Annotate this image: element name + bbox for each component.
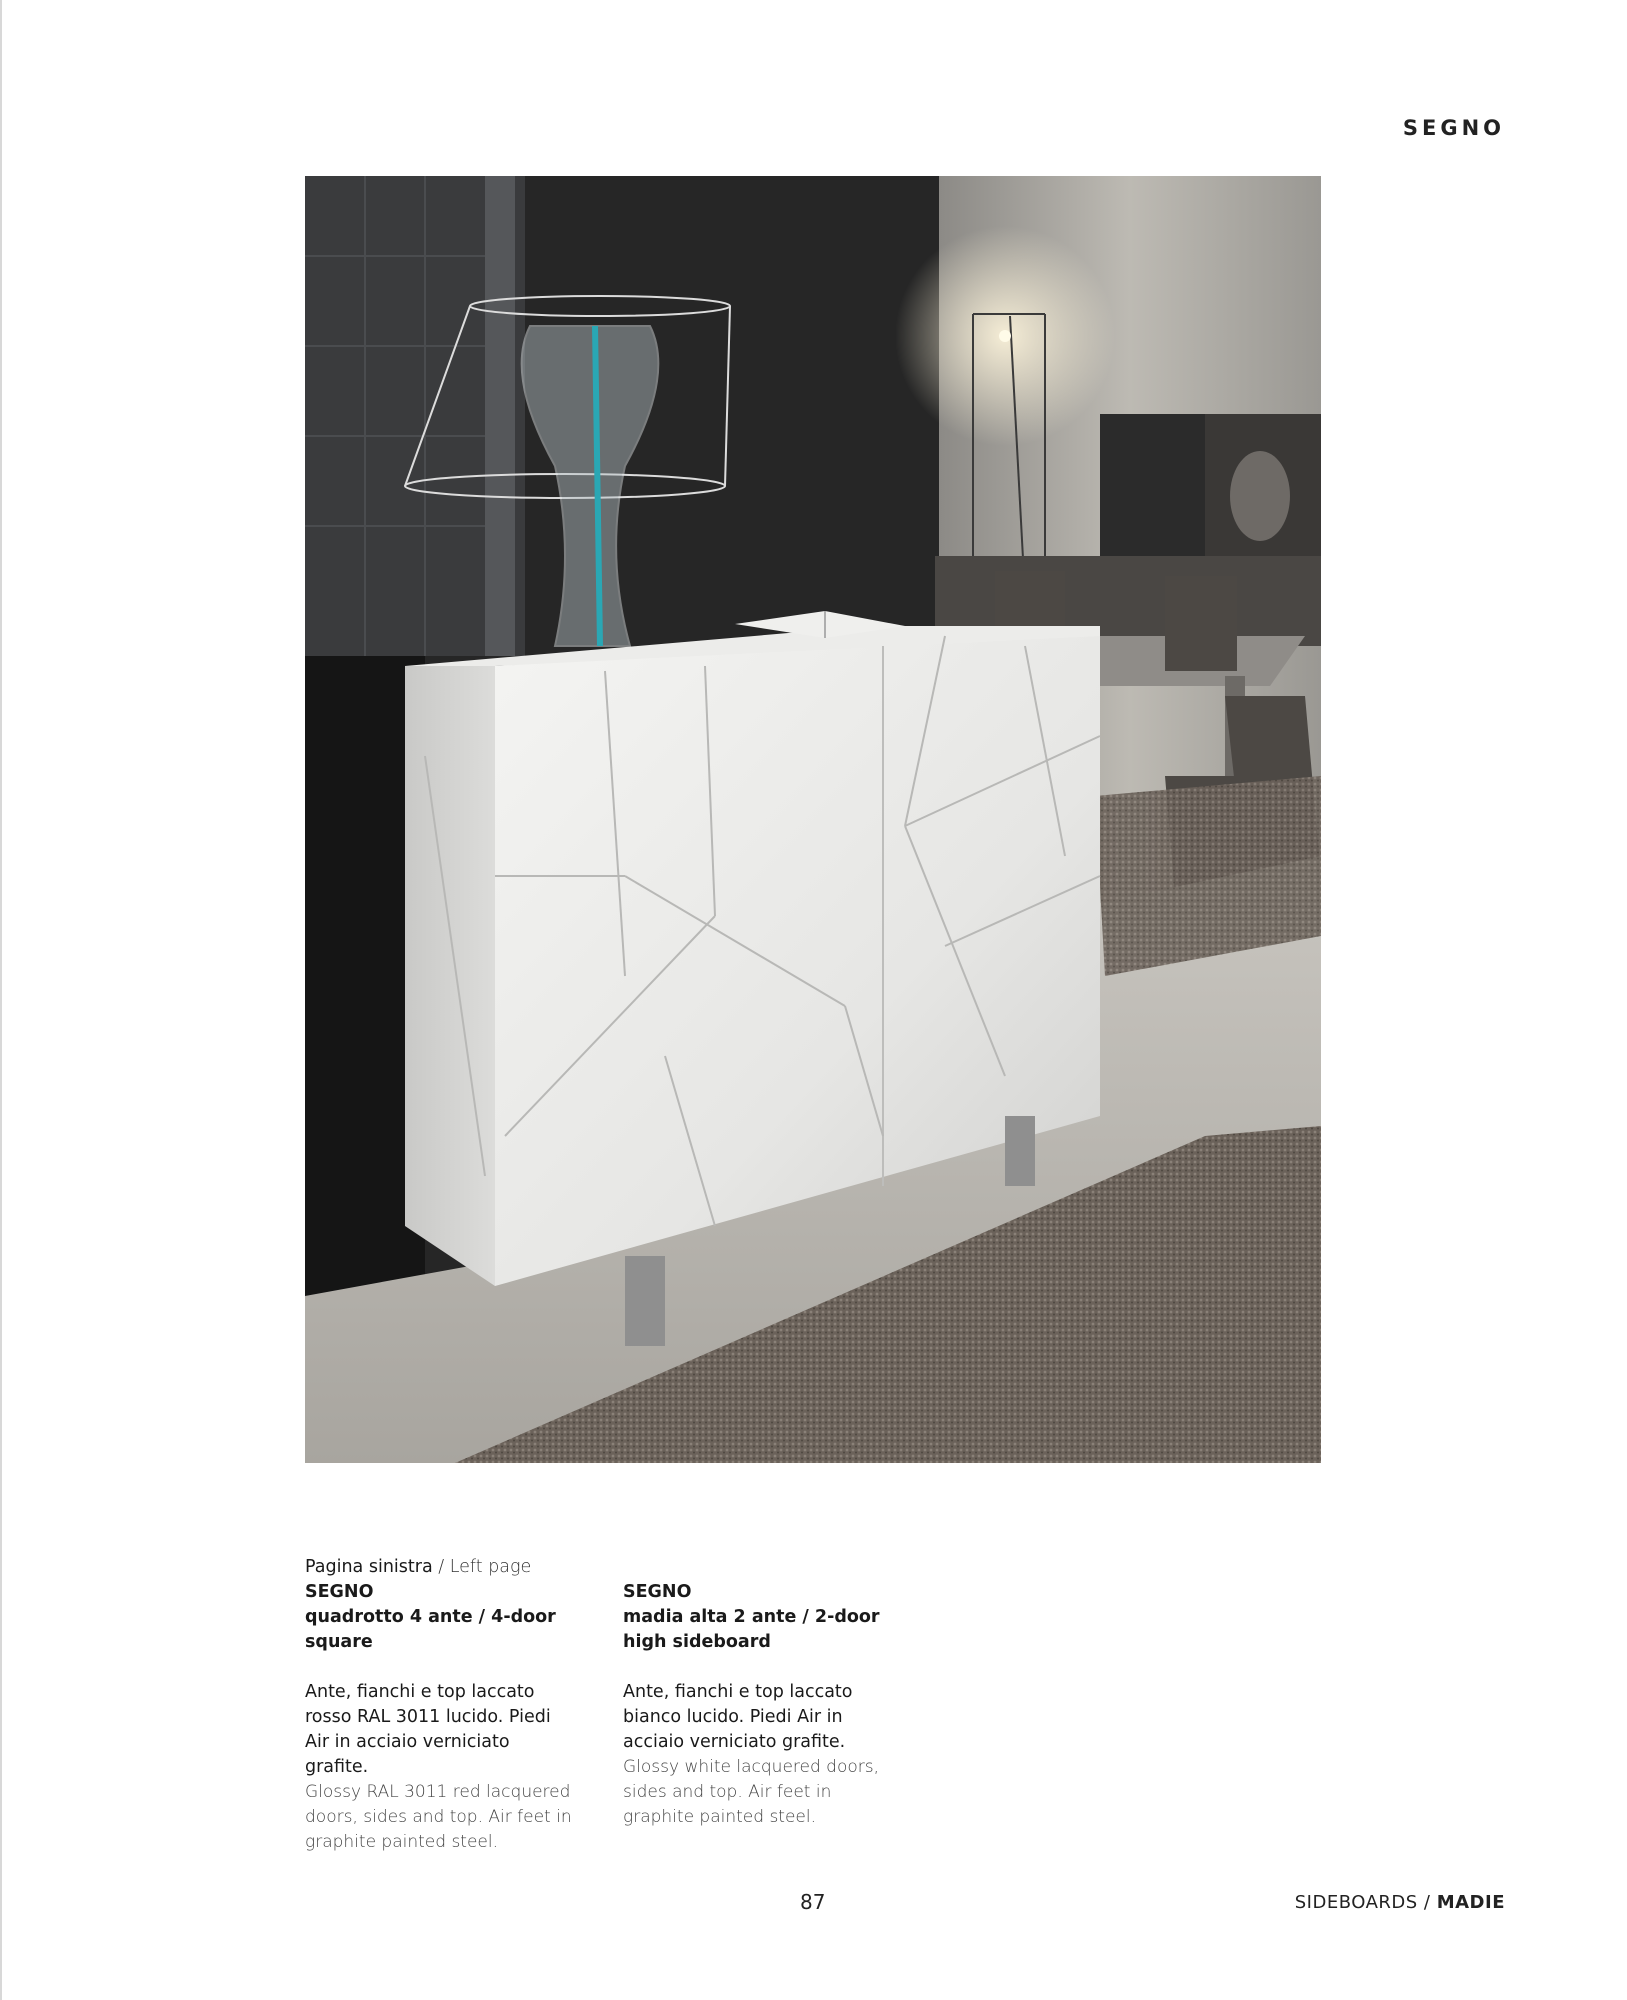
left-desc-en-line: graphite painted steel. bbox=[305, 1832, 499, 1852]
right-desc-en-line: graphite painted steel. bbox=[623, 1807, 817, 1827]
left-page-caption: Pagina sinistra / Left page bbox=[305, 1557, 532, 1577]
page-header-title: SEGNO bbox=[1402, 116, 1505, 140]
page-number: 87 bbox=[800, 1890, 826, 1914]
right-product-desc-line2: high sideboard bbox=[623, 1632, 771, 1652]
right-desc-en-line: sides and top. Air feet in bbox=[623, 1782, 832, 1802]
left-desc-it-line: grafite. bbox=[305, 1757, 369, 1777]
sideboard-room-illustration bbox=[305, 176, 1321, 1463]
right-desc-it-line: Ante, fianchi e top laccato bbox=[623, 1682, 853, 1702]
page-edge bbox=[0, 0, 2, 2000]
right-desc-it-line: bianco lucido. Piedi Air in bbox=[623, 1707, 843, 1727]
right-product-desc-line1: madia alta 2 ante / 2-door bbox=[623, 1607, 880, 1627]
left-product-name: SEGNO bbox=[305, 1582, 374, 1602]
right-product-name: SEGNO bbox=[623, 1582, 692, 1602]
right-product-block bbox=[623, 1555, 893, 1830]
left-desc-en-line: doors, sides and top. Air feet in bbox=[305, 1807, 572, 1827]
right-desc-it-line: acciaio verniciato grafite. bbox=[623, 1732, 846, 1752]
left-product-desc-line1: quadrotto 4 ante / 4-door bbox=[305, 1607, 556, 1627]
left-desc-it-line: rosso RAL 3011 lucido. Piedi bbox=[305, 1707, 551, 1727]
left-desc-en-line: Glossy RAL 3011 red lacquered bbox=[305, 1782, 571, 1802]
left-desc-it-line: Air in acciaio verniciato bbox=[305, 1732, 510, 1752]
footer-section-label: SIDEBOARDS / MADIE bbox=[1294, 1892, 1505, 1913]
right-desc-en-line: Glossy white lacquered doors, bbox=[623, 1757, 880, 1777]
product-photo bbox=[305, 176, 1321, 1463]
left-product-desc-line2: square bbox=[305, 1632, 373, 1652]
left-product-block bbox=[305, 1555, 575, 1855]
left-desc-it-line: Ante, fianchi e top laccato bbox=[305, 1682, 535, 1702]
